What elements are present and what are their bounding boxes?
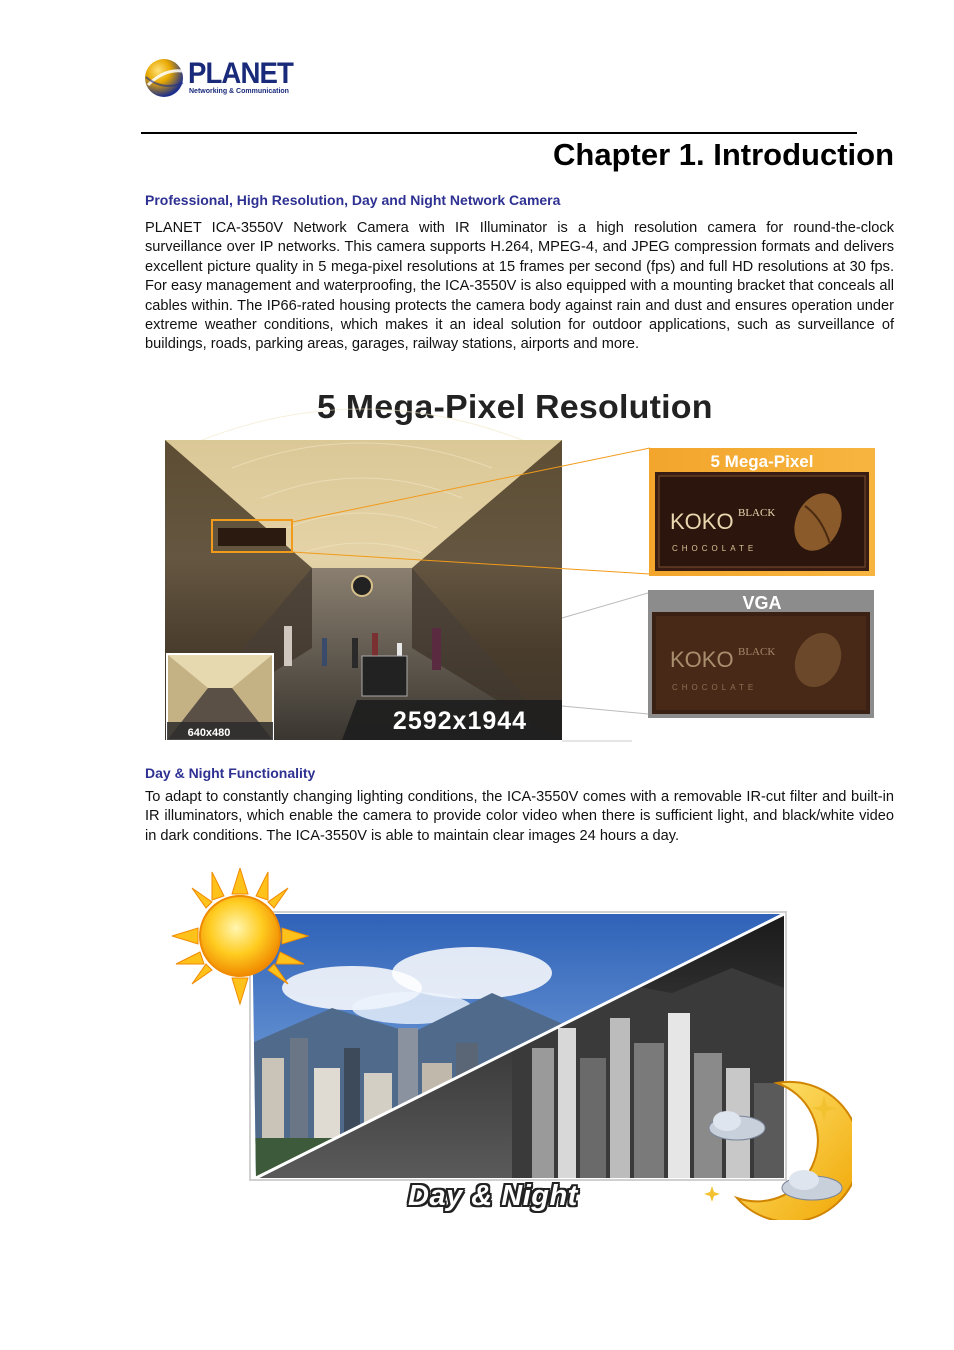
section-body-day-night: To adapt to constantly changing lighting conditions, the ICA-3550V comes with a removable IR-cut filter and built-in IR illuminators, which enable the camera to provide color video when there is sufficient light, and black/white video in dark conditions. The ICA-3550V is able to maintain clear images 24 hours a day. xyxy=(145,789,894,844)
vga-zoom-label: VGA xyxy=(742,593,782,613)
sign-sub-sharp: CHOCOLATE xyxy=(672,544,758,553)
section-heading-day-night: Day & Night Functionality xyxy=(145,765,316,781)
planet-logo xyxy=(142,55,312,101)
section-heading-camera: Professional, High Resolution, Day and Night Network Camera xyxy=(145,192,561,208)
chapter-title: Chapter 1. Introduction xyxy=(553,137,894,172)
header-divider xyxy=(141,132,857,134)
vga-resolution-label: 640x480 xyxy=(187,727,231,739)
sign-sub-blurry: CHOCOLATE xyxy=(672,683,758,692)
logo-tagline: Networking & Communication xyxy=(189,88,289,95)
vga-connector-top xyxy=(562,593,648,618)
main-resolution-label: 2592x1944 xyxy=(392,707,528,735)
vga-connector-bottom xyxy=(562,706,648,714)
day-night-illustration xyxy=(172,868,852,1220)
resolution-figure xyxy=(162,388,878,744)
sun-icon xyxy=(172,868,308,1004)
globe-icon xyxy=(142,55,188,101)
sign-text-blurry: KOKO xyxy=(670,647,734,672)
day-night-figure xyxy=(172,868,852,1220)
resolution-figure-title: 5 Mega-Pixel Resolution xyxy=(317,388,713,425)
high-res-zoom-label: 5 Mega-Pixel xyxy=(710,452,814,471)
sign-sup-blurry: BLACK xyxy=(738,646,776,658)
day-night-caption: Day & Night xyxy=(408,1180,578,1212)
resolution-illustration xyxy=(162,388,878,744)
sign-sup-sharp: BLACK xyxy=(738,507,776,519)
section-body-camera: PLANET ICA-3550V Network Camera with IR Illuminator is a high resolution camera for round-the-clock surveillance over IP networks. This camera supports H.264, MPEG-4, and JPEG compression formats and delivers excellent picture quality in 5 mega-pixel resolutions at 15 frames per second (fps) and full HD resolutions at 30 fps. For easy management and waterproofing, the ICA-3550V is also equipped with a mounting bracket that conceals all cables within. The IP66-rated housing protects the camera body against rain and dust and ensures operation under extreme weather conditions, which makes it an ideal solution for outdoor applications, such as surveillance of buildings, roads, parking areas, garages, railway stations, airports and more. xyxy=(145,220,894,353)
logo-wordmark: PLANET xyxy=(188,57,293,90)
sign-text-sharp: KOKO xyxy=(670,509,734,534)
